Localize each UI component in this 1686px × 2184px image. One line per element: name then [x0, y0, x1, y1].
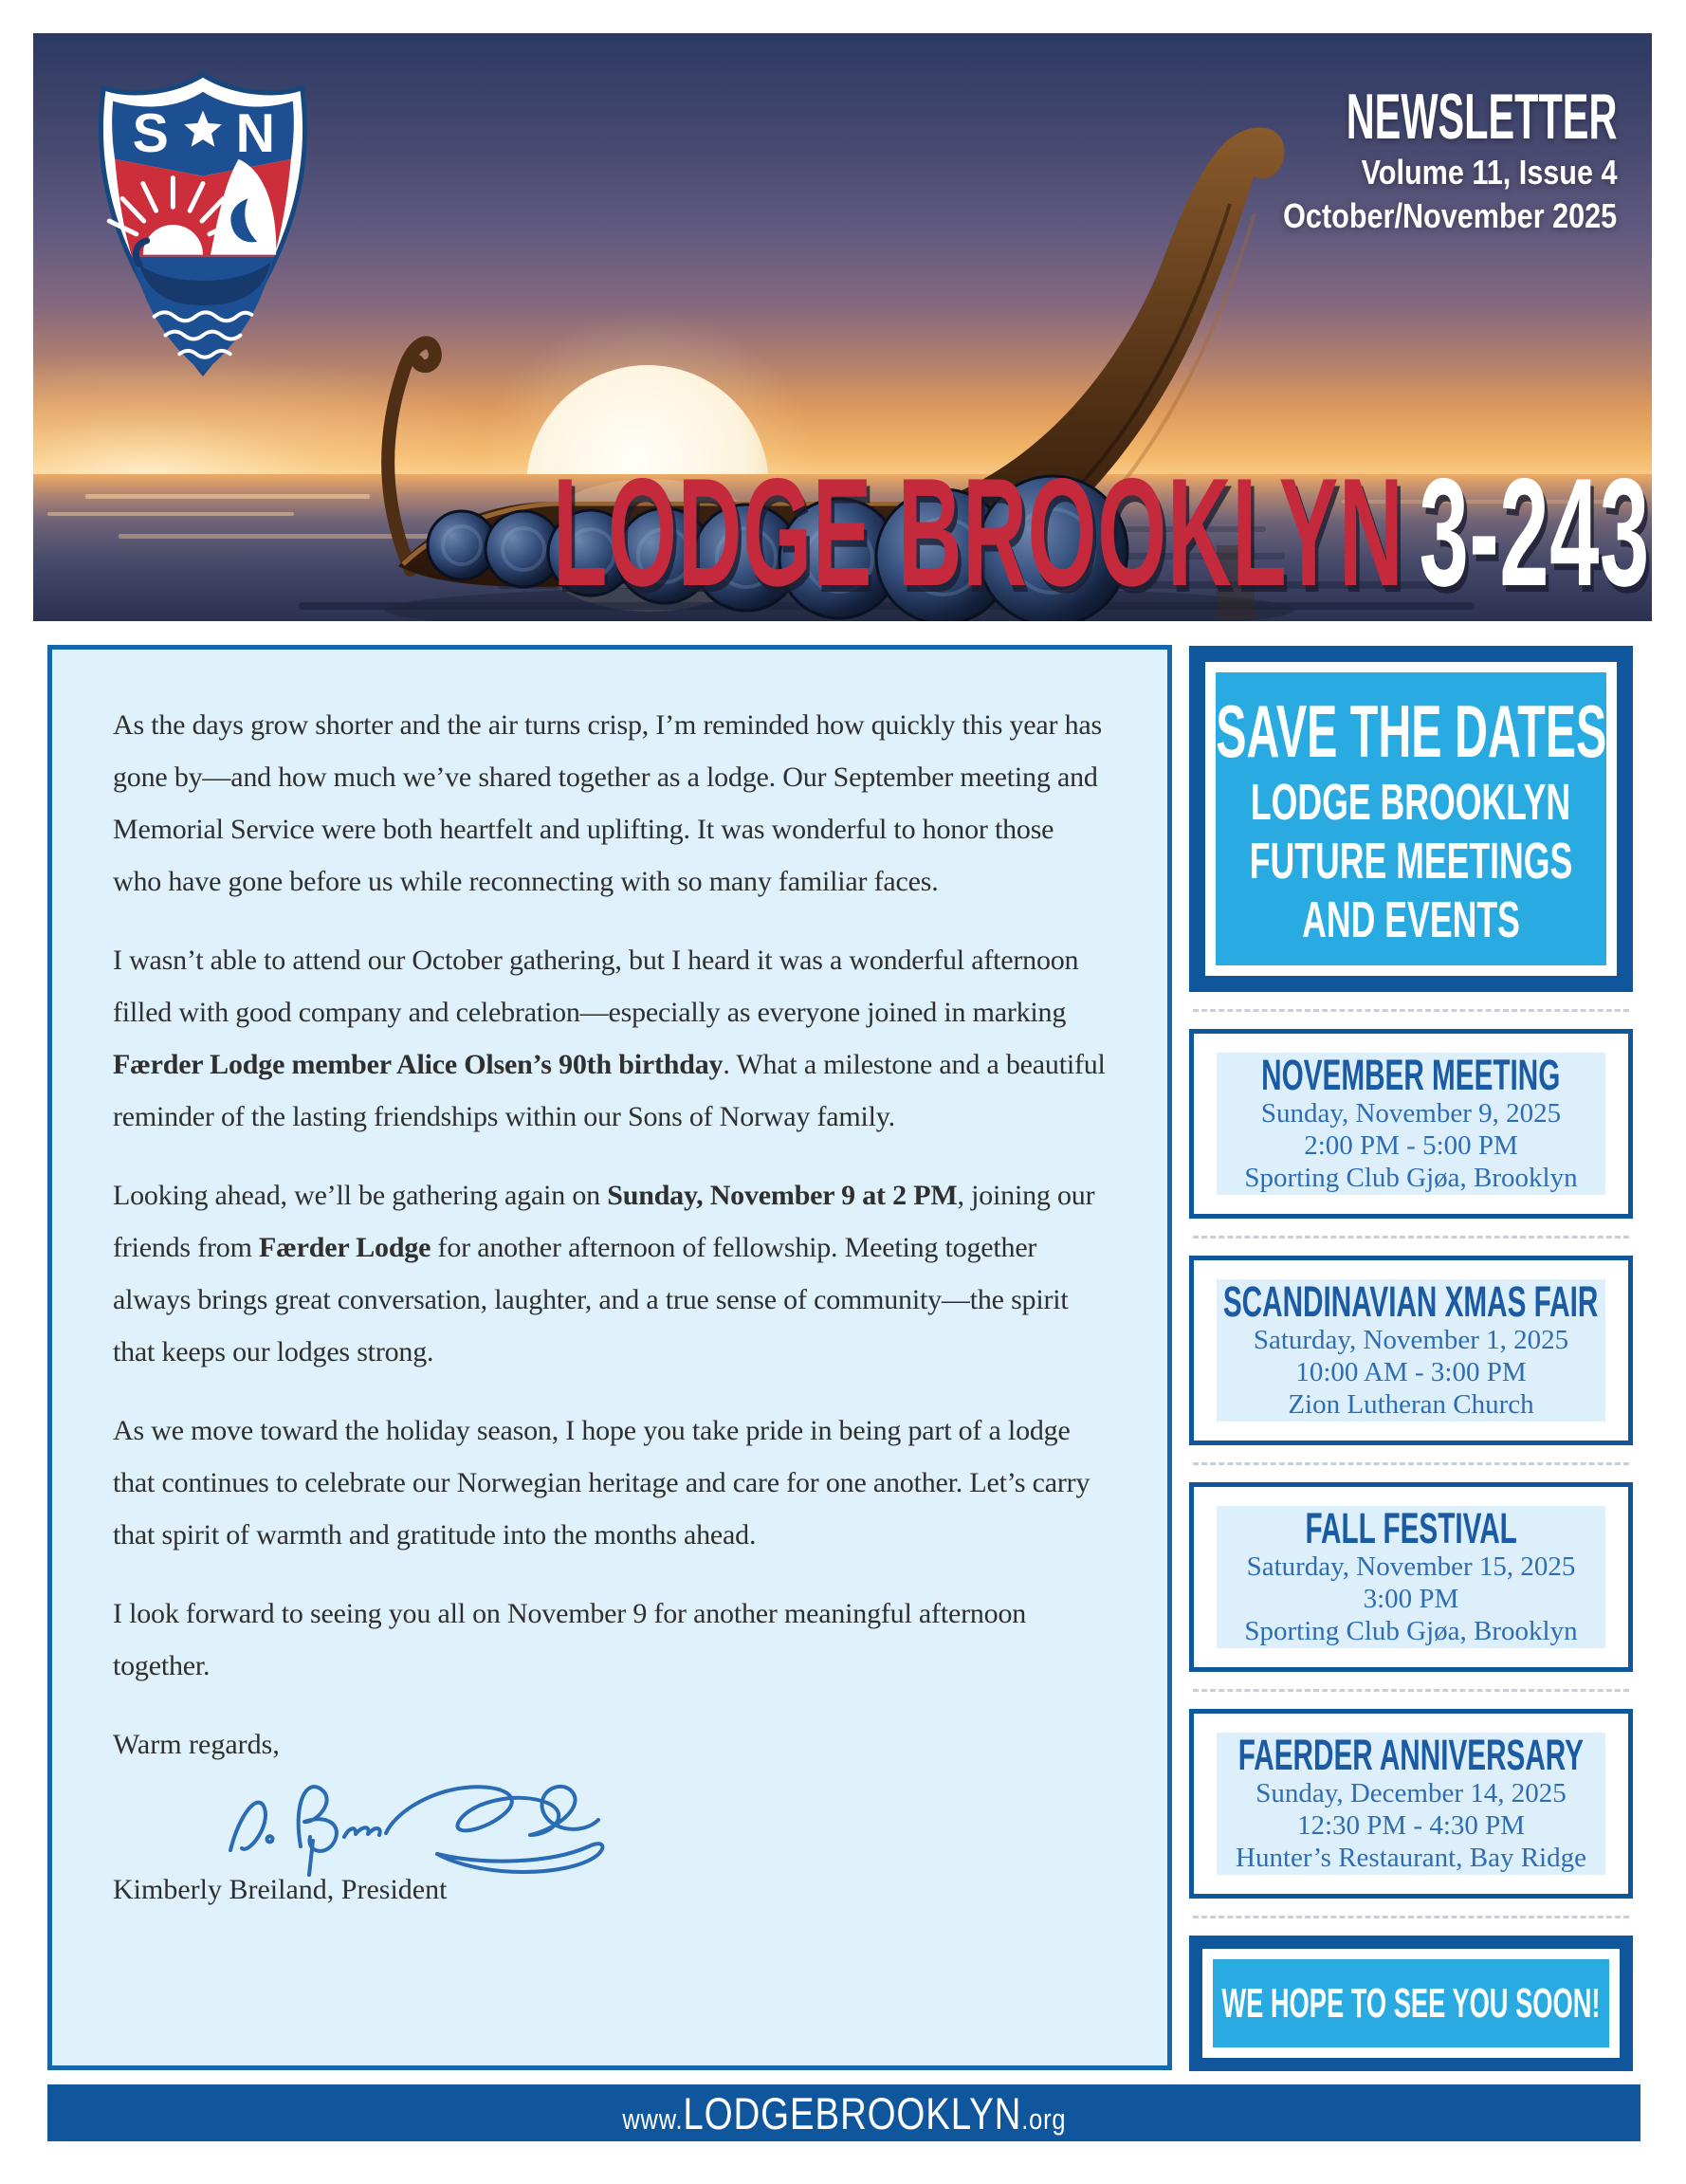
event-location: Zion Lutheran Church [1288, 1389, 1534, 1420]
save-the-dates-banner [1189, 646, 1633, 992]
event-card [1189, 1029, 1633, 1219]
event-card [1189, 1256, 1633, 1445]
letter-closing: Warm regards, [113, 1729, 280, 1760]
sons-of-norway-logo [90, 69, 316, 378]
separator [1193, 1689, 1629, 1692]
newsletter-label: NEWSLETTER [1346, 81, 1617, 153]
event-time: 10:00 AM - 3:00 PM [1295, 1357, 1527, 1387]
event-title: SCANDINAVIAN XMAS FAIR [1223, 1277, 1599, 1326]
website-url-tld: .org [1020, 2101, 1067, 2136]
event-time: 12:30 PM - 4:30 PM [1296, 1810, 1526, 1841]
lodge-title-number: 3-243 [1419, 447, 1650, 618]
separator [1193, 1009, 1629, 1012]
lodge-title [553, 447, 1650, 618]
event-card-panel [1217, 1053, 1605, 1195]
masthead [1173, 83, 1617, 238]
letter-paragraph: Looking ahead, we’ll be gathering again on Sunday, November 9 at 2 PM, joining our friends from Færder Lodge for another afternoon of fellowship. Meeting together always brings great conversation, laughter, and a true sense of community—the spirit that keeps our lodges strong. [113, 1180, 1095, 1367]
separator [1193, 1462, 1629, 1465]
issue-date-line: October/November 2025 [1282, 196, 1617, 235]
event-location: Sporting Club Gjøa, Brooklyn [1244, 1163, 1578, 1193]
event-card-panel [1217, 1279, 1605, 1422]
logo-letter-n: N [235, 102, 276, 164]
event-time: 2:00 PM - 5:00 PM [1304, 1130, 1518, 1161]
event-date: Sunday, November 9, 2025 [1260, 1098, 1562, 1129]
event-card-panel [1217, 1733, 1605, 1875]
events-sidebar [1189, 646, 1633, 2070]
event-card-panel [1217, 1506, 1605, 1648]
save-the-dates-line4: AND EVENTS [1302, 890, 1520, 948]
letter-paragraph: I look forward to seeing you all on November 9 for another meaningful afternoon together. [113, 1598, 1027, 1681]
volume-line: Volume 11, Issue 4 [1361, 153, 1617, 192]
signature-handwritten [217, 1753, 663, 1877]
separator [1193, 1236, 1629, 1239]
signer-name: Kimberly Breiland, President [113, 1874, 448, 1905]
save-the-dates-line1: SAVE THE DATES [1215, 688, 1607, 773]
event-location: Sporting Club Gjøa, Brooklyn [1244, 1616, 1578, 1646]
letter-paragraph: I wasn’t able to attend our October gathering, but I heard it was a wonderful afternoon filled with good company and celebration—especially as everyone joined in marking Færder Lodge member Alice Olsen’s 90th birthday. What a milestone and a beautiful reminder of the lasting friendships within our Sons of Norway family. [113, 945, 1106, 1132]
event-date: Saturday, November 1, 2025 [1253, 1325, 1569, 1355]
event-card [1189, 1709, 1633, 1899]
separator [1193, 1916, 1629, 1918]
logo-letter-s: S [132, 102, 169, 164]
event-date: Sunday, December 14, 2025 [1255, 1778, 1567, 1808]
event-title: NOVEMBER MEETING [1261, 1051, 1561, 1099]
events-list [1189, 1029, 1633, 1899]
save-the-dates-line3: FUTURE MEETINGS [1249, 832, 1573, 890]
letter-paragraph: As we move toward the holiday season, I hope you take pride in being part of a lodge that continues to celebrate our Norwegian heritage and care for one another. Let’s carry that spirit of warmth and gratitude into the months ahead. [113, 1415, 1090, 1551]
event-title: FAERDER ANNIVERSARY [1237, 1731, 1585, 1779]
president-letter [47, 645, 1172, 2070]
event-time: 3:00 PM [1363, 1584, 1459, 1614]
save-the-dates-line2: LODGE BROOKLYN [1251, 773, 1571, 831]
footer-bar [47, 2084, 1640, 2141]
event-title: FALL FESTIVAL [1305, 1504, 1517, 1552]
hope-banner-text: WE HOPE TO SEE YOU SOON! [1221, 1979, 1601, 2027]
website-url[interactable] [622, 2087, 1066, 2139]
hope-banner [1189, 1936, 1633, 2071]
lodge-title-name: LODGE BROOKLYN [553, 447, 1404, 618]
header-banner [33, 33, 1652, 621]
letter-paragraph: As the days grow shorter and the air turns crisp, I’m reminded how quickly this year has gone by—and how much we’ve shared together as a lodge. Our September meeting and Memorial Service were both heartfelt and uplifting. It was wonderful to honor those who have gone before us while reconnecting with so many familiar faces. [113, 709, 1102, 897]
website-url-domain: LODGEBROOKLYN [683, 2087, 1021, 2138]
letter-body [113, 699, 1109, 1692]
event-location: Hunter’s Restaurant, Bay Ridge [1236, 1843, 1586, 1873]
website-url-prefix: www. [621, 2101, 684, 2136]
event-card [1189, 1482, 1633, 1672]
event-date: Saturday, November 15, 2025 [1246, 1551, 1576, 1582]
